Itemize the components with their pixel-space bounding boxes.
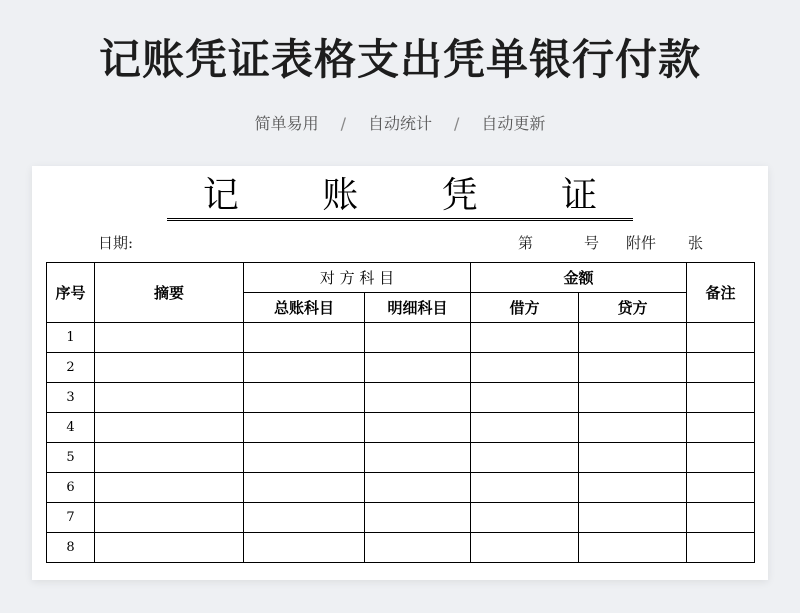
feature-easy: 简单易用	[254, 114, 319, 133]
feature-auto-stats: 自动统计	[367, 114, 432, 133]
remarks-cell[interactable]	[687, 323, 755, 353]
credit-cell[interactable]	[579, 383, 687, 413]
general-account-cell[interactable]	[244, 533, 365, 563]
detail-account-cell[interactable]	[365, 533, 471, 563]
header-accounts: 对 方 科 目	[244, 263, 471, 293]
table-row	[47, 413, 755, 443]
detail-account-cell[interactable]	[365, 503, 471, 533]
row-index: 7	[47, 503, 95, 533]
credit-cell[interactable]	[579, 533, 687, 563]
credit-cell[interactable]	[579, 323, 687, 353]
remarks-cell[interactable]	[687, 473, 755, 503]
detail-account-cell[interactable]	[365, 353, 471, 383]
separator: /	[454, 114, 460, 133]
general-account-cell[interactable]	[244, 353, 365, 383]
header-summary: 摘要	[95, 263, 244, 323]
remarks-cell[interactable]	[687, 503, 755, 533]
voucher-title-text: 记 账 凭 证	[167, 174, 633, 221]
debit-cell[interactable]	[471, 353, 579, 383]
header-general-account: 总账科目	[244, 293, 365, 323]
voucher-rows	[47, 323, 755, 563]
row-index: 1	[47, 323, 95, 353]
credit-cell[interactable]	[579, 413, 687, 443]
credit-cell[interactable]	[579, 503, 687, 533]
table-row	[47, 443, 755, 473]
header-debit: 借方	[471, 293, 579, 323]
header-amount: 金额	[471, 263, 687, 293]
summary-cell[interactable]	[95, 383, 244, 413]
row-index: 6	[47, 473, 95, 503]
detail-account-cell[interactable]	[365, 323, 471, 353]
row-index: 4	[47, 413, 95, 443]
general-account-cell[interactable]	[244, 413, 365, 443]
summary-cell[interactable]	[95, 473, 244, 503]
summary-cell[interactable]	[95, 503, 244, 533]
debit-cell[interactable]	[471, 533, 579, 563]
header-remarks: 备注	[687, 263, 755, 323]
feature-tagline	[0, 112, 800, 136]
table-row	[47, 383, 755, 413]
header-credit: 贷方	[579, 293, 687, 323]
voucher-number-suffix: 号	[584, 234, 600, 252]
summary-cell[interactable]	[95, 323, 244, 353]
summary-cell[interactable]	[95, 353, 244, 383]
debit-cell[interactable]	[471, 413, 579, 443]
summary-cell[interactable]	[95, 413, 244, 443]
detail-account-cell[interactable]	[365, 413, 471, 443]
detail-account-cell[interactable]	[365, 443, 471, 473]
voucher-table	[46, 262, 755, 563]
debit-cell[interactable]	[471, 443, 579, 473]
detail-account-cell[interactable]	[365, 473, 471, 503]
remarks-cell[interactable]	[687, 533, 755, 563]
header-detail-account: 明细科目	[365, 293, 471, 323]
table-row	[47, 503, 755, 533]
attachment-label: 附件	[626, 234, 657, 252]
voucher-title	[32, 174, 768, 221]
debit-cell[interactable]	[471, 503, 579, 533]
row-index: 3	[47, 383, 95, 413]
debit-cell[interactable]	[471, 383, 579, 413]
date-label: 日期:	[98, 234, 134, 252]
general-account-cell[interactable]	[244, 443, 365, 473]
remarks-cell[interactable]	[687, 383, 755, 413]
header-index: 序号	[47, 263, 95, 323]
table-row	[47, 323, 755, 353]
general-account-cell[interactable]	[244, 323, 365, 353]
remarks-cell[interactable]	[687, 353, 755, 383]
credit-cell[interactable]	[579, 353, 687, 383]
separator: /	[340, 114, 346, 133]
row-index: 2	[47, 353, 95, 383]
general-account-cell[interactable]	[244, 383, 365, 413]
row-index: 8	[47, 533, 95, 563]
summary-cell[interactable]	[95, 443, 244, 473]
summary-cell[interactable]	[95, 533, 244, 563]
general-account-cell[interactable]	[244, 503, 365, 533]
credit-cell[interactable]	[579, 473, 687, 503]
remarks-cell[interactable]	[687, 443, 755, 473]
attachment-unit: 张	[688, 234, 704, 252]
detail-account-cell[interactable]	[365, 383, 471, 413]
general-account-cell[interactable]	[244, 473, 365, 503]
page-title: 记账凭证表格支出凭单银行付款	[98, 35, 701, 84]
table-row	[47, 473, 755, 503]
feature-auto-update: 自动更新	[481, 114, 546, 133]
voucher-number-prefix: 第	[518, 234, 534, 252]
row-index: 5	[47, 443, 95, 473]
debit-cell[interactable]	[471, 473, 579, 503]
debit-cell[interactable]	[471, 323, 579, 353]
credit-cell[interactable]	[579, 443, 687, 473]
table-row	[47, 533, 755, 563]
voucher-sheet	[32, 166, 768, 580]
remarks-cell[interactable]	[687, 413, 755, 443]
table-row	[47, 353, 755, 383]
